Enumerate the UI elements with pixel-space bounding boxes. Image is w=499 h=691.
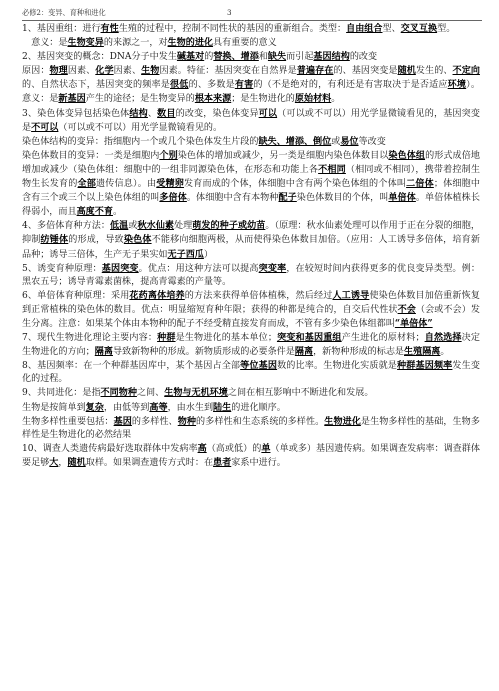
key-term: 易位 — [340, 135, 359, 147]
key-term: 环境 — [447, 79, 467, 91]
text-run: 染色体的增加或减少，另一类是细胞内染色体数目以 — [177, 150, 389, 161]
text-run: ；是生物进化的 — [231, 94, 295, 105]
paragraph — [22, 442, 480, 470]
text-run: 因素、 — [113, 66, 142, 77]
text-run: 的、自然状态下，基因突变的频率是 — [22, 80, 171, 91]
key-term: 单倍体 — [388, 192, 416, 204]
key-term: 有性 — [100, 23, 119, 34]
paragraph — [22, 64, 480, 106]
key-term: 高 — [197, 442, 207, 454]
text-run: 是生物多样性的基础，生物多样性是生物进化的必然结果 — [22, 416, 480, 440]
key-term: 多倍体 — [159, 192, 187, 204]
text-run: 或 — [331, 136, 341, 147]
text-run: ）。意义：是 — [22, 80, 480, 105]
text-run: 决定生物进化的方向； — [22, 333, 480, 358]
key-term: 纺锤体 — [40, 234, 69, 246]
key-term: 突变率 — [258, 262, 287, 274]
text-run: 产生进化的原材料； — [341, 333, 425, 344]
text-run: ，新物种形成的标志是 — [313, 347, 405, 358]
text-run: 的多样性和生态系统的多样性。 — [196, 416, 325, 427]
text-run: ） — [203, 249, 214, 260]
text-run: 不能移向细胞两极，从而使得染色体数目加倍。（应用：人工诱导多倍体，培育新品种；诱导三倍体，生产无子果实如 — [22, 235, 480, 260]
document-body — [22, 22, 480, 470]
text-run: 7、现代生物进化理论主要内容： — [22, 333, 158, 344]
text-run: 的进化顺序。 — [231, 402, 286, 413]
text-run: 具有重要的意义 — [213, 38, 277, 49]
paragraph — [22, 359, 480, 386]
key-term: 物种 — [177, 415, 197, 427]
text-run: 和 — [258, 52, 268, 63]
paragraph — [22, 262, 480, 289]
key-term: 陆生 — [213, 401, 232, 413]
paragraph — [22, 331, 480, 359]
text-run: 、 — [147, 108, 158, 119]
text-run: 。 — [331, 94, 341, 105]
key-term: 低温 — [110, 220, 129, 232]
key-term: 有害 — [234, 79, 254, 91]
text-run: 。单倍体植株长得弱小，而且 — [22, 193, 480, 218]
text-run: （会或不会）发生分离。注意：如果某个体由本物种的配子不经受精直接发育而成，不管有多少染色体组都叫 — [22, 304, 480, 329]
key-term: 生物变异 — [67, 37, 104, 49]
key-term: 缺失、增添、倒位 — [258, 135, 332, 147]
key-term: 不会 — [397, 303, 416, 315]
text-run: 10、调查人类遗传病最好选取群体中发病率 — [22, 443, 198, 454]
text-run: 的、多数是 — [188, 80, 235, 91]
paragraph — [22, 219, 480, 261]
paragraph — [22, 50, 480, 64]
key-term: 等位基因 — [240, 360, 278, 372]
text-run: （可以或不可以）用光学显微镜看见的，基因突变是 — [22, 108, 480, 133]
text-run: 的形式成倍地增加或减少（染色体组：细胞中的一组非同源染色体，在形态和功能上各 — [22, 150, 480, 175]
key-term: 数目 — [157, 107, 176, 119]
text-run: 的来源之一，对 — [103, 38, 168, 49]
text-run: 2、基因突变的概念：DNA分子中发生 — [22, 52, 177, 63]
key-term: 染色体组 — [388, 149, 426, 161]
key-term: 配子 — [278, 192, 297, 204]
text-run: 等改变 — [358, 136, 386, 147]
text-run: 4、多倍体育种方法： — [22, 221, 111, 232]
key-term: 复杂 — [85, 401, 104, 413]
key-term: 不可以 — [31, 121, 59, 133]
text-run: ，由水生到 — [167, 402, 214, 413]
text-run: 9、共同进化：是指 — [22, 388, 101, 399]
key-term: 基因结构 — [313, 51, 350, 63]
text-run: 取样。如果调查遗传方式时：在 — [85, 457, 214, 468]
paragraph — [22, 22, 480, 36]
text-run: 而引起 — [286, 52, 314, 63]
key-term: 个别 — [159, 149, 178, 161]
text-run: 5、诱变育种原理： — [22, 263, 102, 274]
key-term: 种群基因频率 — [397, 360, 453, 372]
paragraph — [22, 401, 480, 415]
key-term: 萌发的种子或幼苗 — [192, 220, 266, 232]
text-run: 的、基因突变是 — [333, 66, 398, 77]
key-term: 不相同 — [318, 163, 346, 175]
key-term: 生物与无机环境 — [164, 387, 228, 399]
paragraph — [22, 415, 480, 442]
text-run: ，由低等到 — [103, 402, 150, 413]
text-run: ， — [58, 457, 68, 468]
key-term: 缺失 — [267, 51, 287, 63]
key-term: 化学 — [95, 65, 114, 77]
text-run: 生物多样性重要包括： — [22, 416, 114, 427]
text-run: 之间在相互影响中不断进化和发展。 — [227, 388, 374, 399]
text-run: 产生的途径；是生物变异的 — [85, 94, 195, 105]
text-run: 原因： — [22, 66, 50, 77]
text-run: 的改变 — [349, 52, 378, 63]
paragraph — [22, 289, 480, 331]
text-run: 因素、 — [67, 66, 96, 77]
text-run: 的 — [204, 52, 214, 63]
key-term: 生物 — [141, 65, 160, 77]
header-title: 必修2：变异、育种和进化 — [22, 8, 106, 17]
key-term: 二倍体 — [406, 178, 434, 190]
key-term: 患者 — [213, 456, 232, 468]
text-run: 发生的、 — [415, 66, 453, 77]
key-term: 人工诱导 — [332, 289, 370, 301]
page-number: 3 — [227, 8, 232, 17]
text-run: 染色体数目的变异：一类是细胞内 — [22, 150, 160, 161]
key-term: 自由组合 — [346, 23, 383, 34]
text-run: 。 — [440, 347, 450, 358]
page-header — [22, 6, 482, 21]
text-run: 生殖的过程中，控制不同性状的基因的重新组合。类型： — [118, 24, 347, 34]
text-run: （单或多）基因遗传病。如果调查发病率：调查群体要足够 — [22, 443, 480, 468]
text-run: 处理 — [174, 221, 193, 232]
text-run: 发育而成的个体，体细胞中含有两个染色体组的个体叫 — [184, 179, 407, 190]
text-run: 的方法来获得单倍体植株，然后经过 — [184, 290, 333, 301]
key-term: 生物的进化 — [167, 37, 214, 49]
text-run: 8、基因频率：在一个种群基因库中，某个基因占全部 — [22, 361, 241, 372]
key-term: 随机 — [67, 456, 86, 468]
text-run: 的改变，染色体变异 — [175, 108, 259, 119]
paragraph — [22, 135, 480, 149]
key-term: 高度不育 — [76, 206, 113, 218]
key-term: 高等 — [149, 401, 168, 413]
key-term: 突变和基因重组 — [276, 332, 342, 344]
key-term: “单倍体” — [394, 317, 433, 329]
key-term: 大 — [49, 456, 59, 468]
text-run: 型、 — [382, 24, 401, 34]
key-term: 生殖隔离 — [404, 346, 441, 358]
paragraph — [22, 149, 480, 219]
text-run: （相同或不相同），携带着控制生物生长发育的 — [22, 164, 480, 190]
key-term: 无子西瓜 — [167, 248, 204, 260]
key-term: 根本来源 — [194, 93, 232, 105]
key-term: 隔离 — [294, 346, 314, 358]
text-run: 使染色体数目加倍重新恢复到正常植株的染色体的数目。优点：明显缩短育种年限；获得的种都是纯合的，自交后代性状 — [22, 290, 480, 315]
key-term: 新基因 — [58, 93, 86, 105]
text-run: 染色体数目的个体，叫 — [296, 193, 389, 204]
key-term: 随机 — [397, 65, 416, 77]
key-term: 替换、增添 — [213, 51, 259, 63]
text-run: 染色体结构的变异：指细胞内一个或几个染色体发生片段的 — [22, 136, 259, 147]
text-run: （可以或不可以）用光学显微镜看见的。 — [58, 122, 223, 133]
text-run: 的形成，导致 — [68, 235, 124, 246]
text-run: ；体细胞中含有三个或三个以上染色体组的叫 — [22, 179, 480, 204]
key-term: 普遍存在 — [296, 65, 334, 77]
text-run: 是生物进化的基本单位； — [175, 333, 277, 344]
text-run: 。优点：用这种方法可以提高 — [138, 263, 259, 274]
text-run: 之间、 — [136, 388, 165, 399]
text-run: 或 — [128, 221, 138, 232]
text-run: 型。 — [437, 24, 456, 34]
key-term: 生物进化 — [324, 415, 361, 427]
text-run: 3、染色体变异包括染色体 — [22, 108, 130, 119]
key-term: 单 — [261, 442, 271, 454]
key-term: 种群 — [157, 332, 176, 344]
text-run: 因素。特征：基因突变在自然界是 — [159, 66, 297, 77]
text-run: （高或低）的 — [206, 443, 262, 454]
text-run: 的多样性、 — [131, 416, 178, 427]
text-run: 遗传信息）。由 — [96, 179, 157, 190]
key-term: 碱基对 — [176, 51, 205, 63]
text-run: 家系中进行。 — [231, 457, 286, 468]
key-term: 不定向 — [452, 65, 480, 77]
key-term: 可以 — [258, 107, 278, 119]
text-run: 6、单倍体育种原理：采用 — [22, 290, 130, 301]
key-term: 结构 — [129, 107, 148, 119]
text-run: ，在较短时间内获得更多的优良变异类型。例：黑农五号；诱导青霉素菌株，提高青霉素的产量等。 — [22, 263, 480, 287]
text-run: 生物是按简单到 — [22, 402, 86, 413]
key-term: 隔离 — [94, 346, 113, 358]
key-term: 基因突变 — [101, 262, 139, 274]
text-run: 。 — [112, 207, 123, 218]
text-run: 。体细胞中含有本物种 — [186, 193, 279, 204]
text-run: 导致新物种的形成。新物质形成的必要条件是 — [112, 347, 295, 358]
text-run: 意义：是 — [22, 38, 68, 49]
text-run: 。（原理：秋水仙素处理可以作用于正在分裂的细胞，抑制 — [22, 221, 480, 246]
text-run: 数的比率。生物进化实质就是 — [277, 361, 398, 372]
key-term: 自然选择 — [424, 332, 462, 344]
text-run: 的（不是绝对的，有利还是有害取决于是否适应 — [253, 80, 448, 91]
key-term: 基因 — [113, 415, 132, 427]
key-term: 受精卵 — [156, 178, 185, 190]
key-term: 花药离体培养 — [129, 289, 185, 301]
key-term: 全部 — [77, 178, 97, 190]
key-term: 交叉互换 — [400, 23, 438, 34]
key-term: 物理 — [49, 65, 68, 77]
paragraph — [22, 107, 480, 135]
paragraph — [22, 36, 480, 50]
paragraph — [22, 386, 480, 400]
key-term: 不同物种 — [100, 387, 137, 399]
text-run: 1、基因重组：进行 — [22, 24, 101, 34]
text-run: 发生变化的过程。 — [22, 361, 480, 385]
key-term: 很低 — [170, 79, 189, 91]
key-term: 秋水仙素 — [137, 220, 174, 232]
key-term: 原始材料 — [294, 93, 332, 105]
key-term: 染色体 — [123, 234, 152, 246]
